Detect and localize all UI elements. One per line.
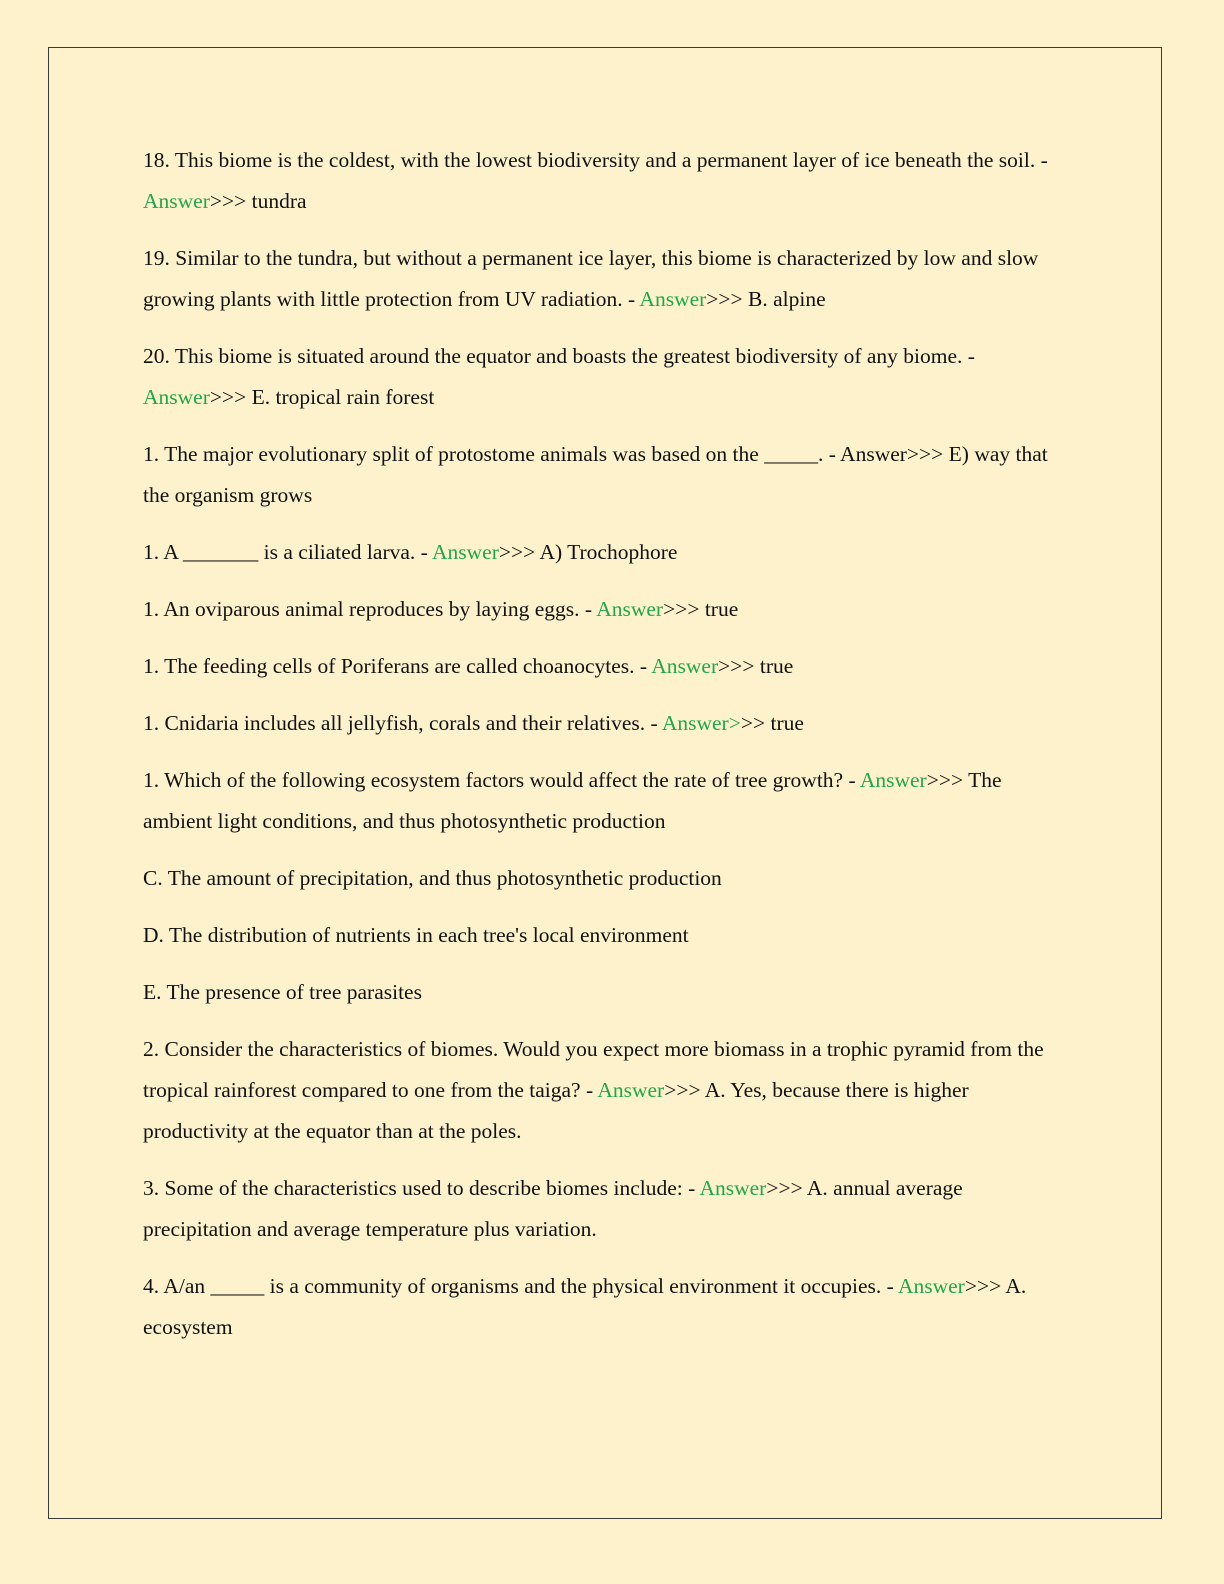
qa-item-2-biomass xyxy=(143,1029,1068,1152)
answer-text: >> true xyxy=(740,711,804,735)
qa-item-poriferans xyxy=(143,646,1068,687)
answer-text: >>> true xyxy=(663,597,739,621)
question-text: 4. A/an _____ is a community of organisms and the physical environment it occupies. - xyxy=(143,1274,898,1298)
answer-label: Answer xyxy=(143,385,210,409)
answer-label: Answer xyxy=(143,189,210,213)
question-text: 18. This biome is the coldest, with the lowest biodiversity and a permanent layer of ice beneath the soil. - xyxy=(143,148,1048,172)
answer-text: >>> E. tropical rain forest xyxy=(209,385,435,409)
qa-item-oviparous xyxy=(143,589,1068,630)
question-text: 1. Which of the following ecosystem factors would affect the rate of tree growth? - xyxy=(143,768,860,792)
option-line-e xyxy=(143,972,1068,1013)
qa-item-19 xyxy=(143,238,1068,320)
question-text: 20. This biome is situated around the equator and boasts the greatest biodiversity of any biome. - xyxy=(143,344,975,368)
question-text: 1. Cnidaria includes all jellyfish, corals and their relatives. - xyxy=(143,711,662,735)
answer-text: >>> A. ecosystem xyxy=(143,1274,1027,1339)
answer-text: >>> A) Trochophore xyxy=(498,540,678,564)
answer-label: Answer xyxy=(859,768,927,792)
answer-text: >>> tundra xyxy=(209,189,307,213)
answer-text: >>> true xyxy=(718,654,794,678)
option-line-c xyxy=(143,858,1068,899)
answer-label: Answer xyxy=(651,654,719,678)
document-body xyxy=(143,140,1068,1364)
question-text: 19. Similar to the tundra, but without a permanent ice layer, this biome is characterized by low and slow growing plants with little protection from UV radiation. - xyxy=(143,246,1039,311)
qa-item-20 xyxy=(143,336,1068,418)
answer-label: Answer xyxy=(897,1274,965,1298)
answer-label: Answer xyxy=(432,540,499,564)
qa-item-3-biome-characteristics xyxy=(143,1168,1068,1250)
qa-item-protostome xyxy=(143,434,1068,516)
answer-text: >>> B. alpine xyxy=(706,287,826,311)
option-text: C. The amount of precipitation, and thus photosynthetic production xyxy=(143,866,722,890)
qa-item-4-ecosystem xyxy=(143,1266,1068,1348)
answer-label: Answer> xyxy=(661,711,741,735)
answer-text: >>> The ambient light conditions, and thus photosynthetic production xyxy=(143,768,1002,833)
qa-item-ciliated-larva xyxy=(143,532,1068,573)
option-line-d xyxy=(143,915,1068,956)
question-text: 1. A _______ is a ciliated larva. - xyxy=(143,540,433,564)
question-text: 1. The major evolutionary split of protostome animals was based on the _____. - xyxy=(143,442,841,466)
answer-text: >>> A. annual average precipitation and average temperature plus variation. xyxy=(143,1176,963,1241)
qa-item-cnidaria xyxy=(143,703,1068,744)
answer-label: Answer xyxy=(597,1078,665,1102)
answer-text: >>> A. Yes, because there is higher productivity at the equator than at the poles. xyxy=(143,1078,969,1143)
answer-label: Answer xyxy=(596,597,664,621)
question-text: 2. Consider the characteristics of biomes. Would you expect more biomass in a trophic pyramid from the tropical rainforest compared to one from the taiga? - xyxy=(143,1037,1044,1102)
qa-item-18 xyxy=(143,140,1068,222)
question-text: 1. The feeding cells of Poriferans are called choanocytes. - xyxy=(143,654,652,678)
option-text: E. The presence of tree parasites xyxy=(143,980,422,1004)
answer-text: Answer>>> E) way that the organism grows xyxy=(143,442,1048,507)
answer-label: Answer xyxy=(699,1176,767,1200)
option-text: D. The distribution of nutrients in each tree's local environment xyxy=(143,923,689,947)
answer-label: Answer xyxy=(639,287,707,311)
qa-item-tree-growth xyxy=(143,760,1068,842)
question-text: 1. An oviparous animal reproduces by laying eggs. - xyxy=(143,597,597,621)
question-text: 3. Some of the characteristics used to describe biomes include: - xyxy=(143,1176,700,1200)
